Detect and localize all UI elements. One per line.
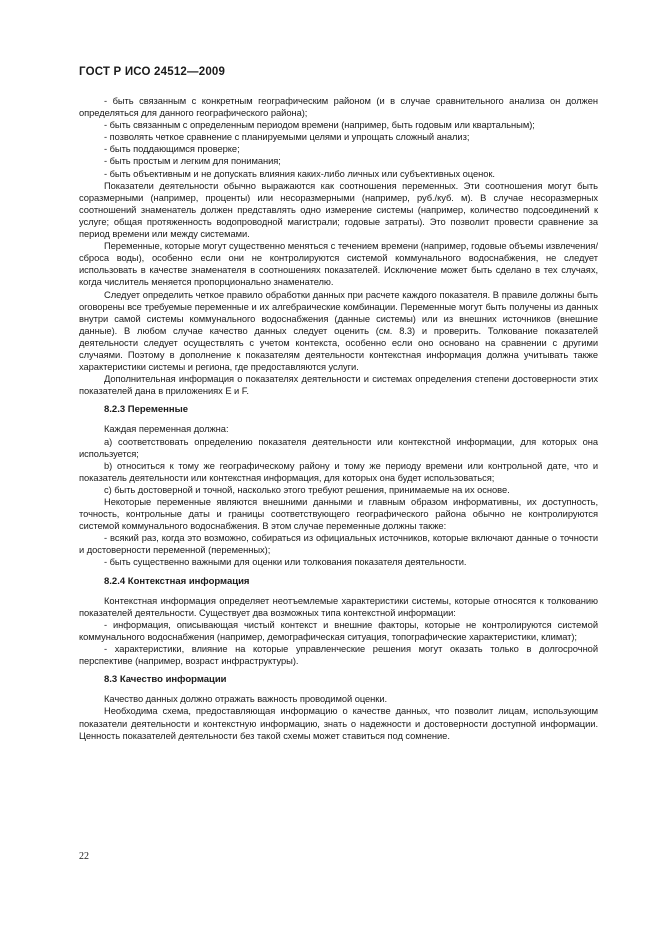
list-item: b) относиться к тому же географическому району и тому же периоду времени или контрольной дате, что и показатель деятельности или контекстная информация, для которых она будет использоваться; xyxy=(79,460,598,483)
body-paragraph: Необходима схема, предоставляющая информацию о качестве данных, что позволит лицам, использующим показатели деятельности и контекстную информацию, знать о надежности и достоверности доступной информации. Ценность показателей деятельности без такой схемы может ставиться под сомнение. xyxy=(79,706,598,741)
list-item: - позволять четкое сравнение с планируемыми целями и упрощать сложный анализ; xyxy=(104,132,470,143)
list-item: a) соответствовать определению показателя деятельности или контекстной информации, для которых она используется; xyxy=(79,436,598,459)
section-heading-8-2-3: 8.2.3 Переменные xyxy=(104,404,189,416)
section-heading-8-2-4: 8.2.4 Контекстная информация xyxy=(104,575,250,587)
list-item: - быть объективным и не допускать влияния каких-либо личных или субъективных оценок. xyxy=(104,168,495,179)
page-number: 22 xyxy=(79,851,89,862)
list-item: - быть поддающимся проверке; xyxy=(104,144,240,155)
list-item: - быть простым и легким для понимания; xyxy=(104,156,281,167)
section-heading-8-3: 8.3 Качество информации xyxy=(104,674,227,686)
list-item: - характеристики, влияние на которые управленческие решения могут оказать только в долгосрочной перспективе (например, возраст инфраструктуры). xyxy=(79,644,598,667)
list-item: c) быть достоверной и точной, насколько этого требуют решения, принимаемые на их основе. xyxy=(104,484,510,495)
list-item: - быть связанным с определенным периодом времени (например, быть годовым или квартальным); xyxy=(104,120,535,131)
list-item: - всякий раз, когда это возможно, собираться из официальных источников, которые включают данные о точности и достоверности переменной (переменных); xyxy=(79,533,598,556)
body-paragraph: Некоторые переменные являются внешними данными и главным образом информативны, их доступность, точность, контрольные даты и границы соответствующего географического района обычно не контролируются системой коммунального водоснабжения. В этом случае переменные должны также: xyxy=(79,497,598,532)
body-paragraph: Переменные, которые могут существенно меняться с течением времени (например, годовые объемы извлечения/сброса воды), особенно если они не контролируются системой коммунального водоснабжения, не следует использовать в качестве знаменателя в соотношениях показателей. Исключение может быть сделано в тех случаях, когда числитель меняется пропорционально знаменателю. xyxy=(79,241,598,288)
document-body xyxy=(79,95,598,742)
list-item: - быть связанным с конкретным географическим районом (и в случае сравнительного анализа он должен определяться для данного географического района); xyxy=(79,96,598,119)
body-paragraph: Контекстная информация определяет неотъемлемые характеристики системы, которые относятся к толкованию показателей деятельности. Существует два возможных типа контекстной информации: xyxy=(79,595,598,618)
body-paragraph: Качество данных должно отражать важность проводимой оценки. xyxy=(104,694,388,705)
list-item: - информация, описывающая чистый контекст и внешние факторы, которые не контролируются системой коммунального водоснабжения (например, демографическая ситуация, топографические характеристики, климат); xyxy=(79,619,598,642)
body-paragraph: Каждая переменная должна: xyxy=(104,424,229,435)
body-paragraph: Дополнительная информация о показателях деятельности и системах определения степени достоверности этих показателей дана в приложениях Е и F. xyxy=(79,374,598,397)
body-paragraph: Показатели деятельности обычно выражаются как соотношения переменных. Эти соотношения могут быть соразмерными (например, проценты) или несоразмерными (например, руб./куб. м). В случае несоразмерных соотношений знаменатель должен представлять одно измерение системы (например, количество подсоединений к услуге; общая протяженность водопроводной магистрали; годовые затраты). Это позволит провести сравнение за период времени или между системами. xyxy=(79,180,598,240)
document-header: ГОСТ Р ИСО 24512—2009 xyxy=(79,66,226,78)
body-paragraph: Следует определить четкое правило обработки данных при расчете каждого показателя. В правиле должны быть оговорены все требуемые переменные и их алгебраические комбинации. Переменные могут быть получены из данных внутри самой системы коммунального водоснабжения (данные системы) или из внешних источников (внешние данные). В любом случае качество данных следует оценить (см. 8.3) и проверить. Толкование показателей деятельности следует осуществлять с учетом контекста, особенно если оно основано на сравнении с другими случаями. Поэтому в дополнение к показателям деятельности контекстная информация должна учитывать также характеристики системы и региона, где предоставляются услуги. xyxy=(79,289,598,373)
list-item: - быть существенно важными для оценки или толкования показателя деятельности. xyxy=(104,557,467,568)
